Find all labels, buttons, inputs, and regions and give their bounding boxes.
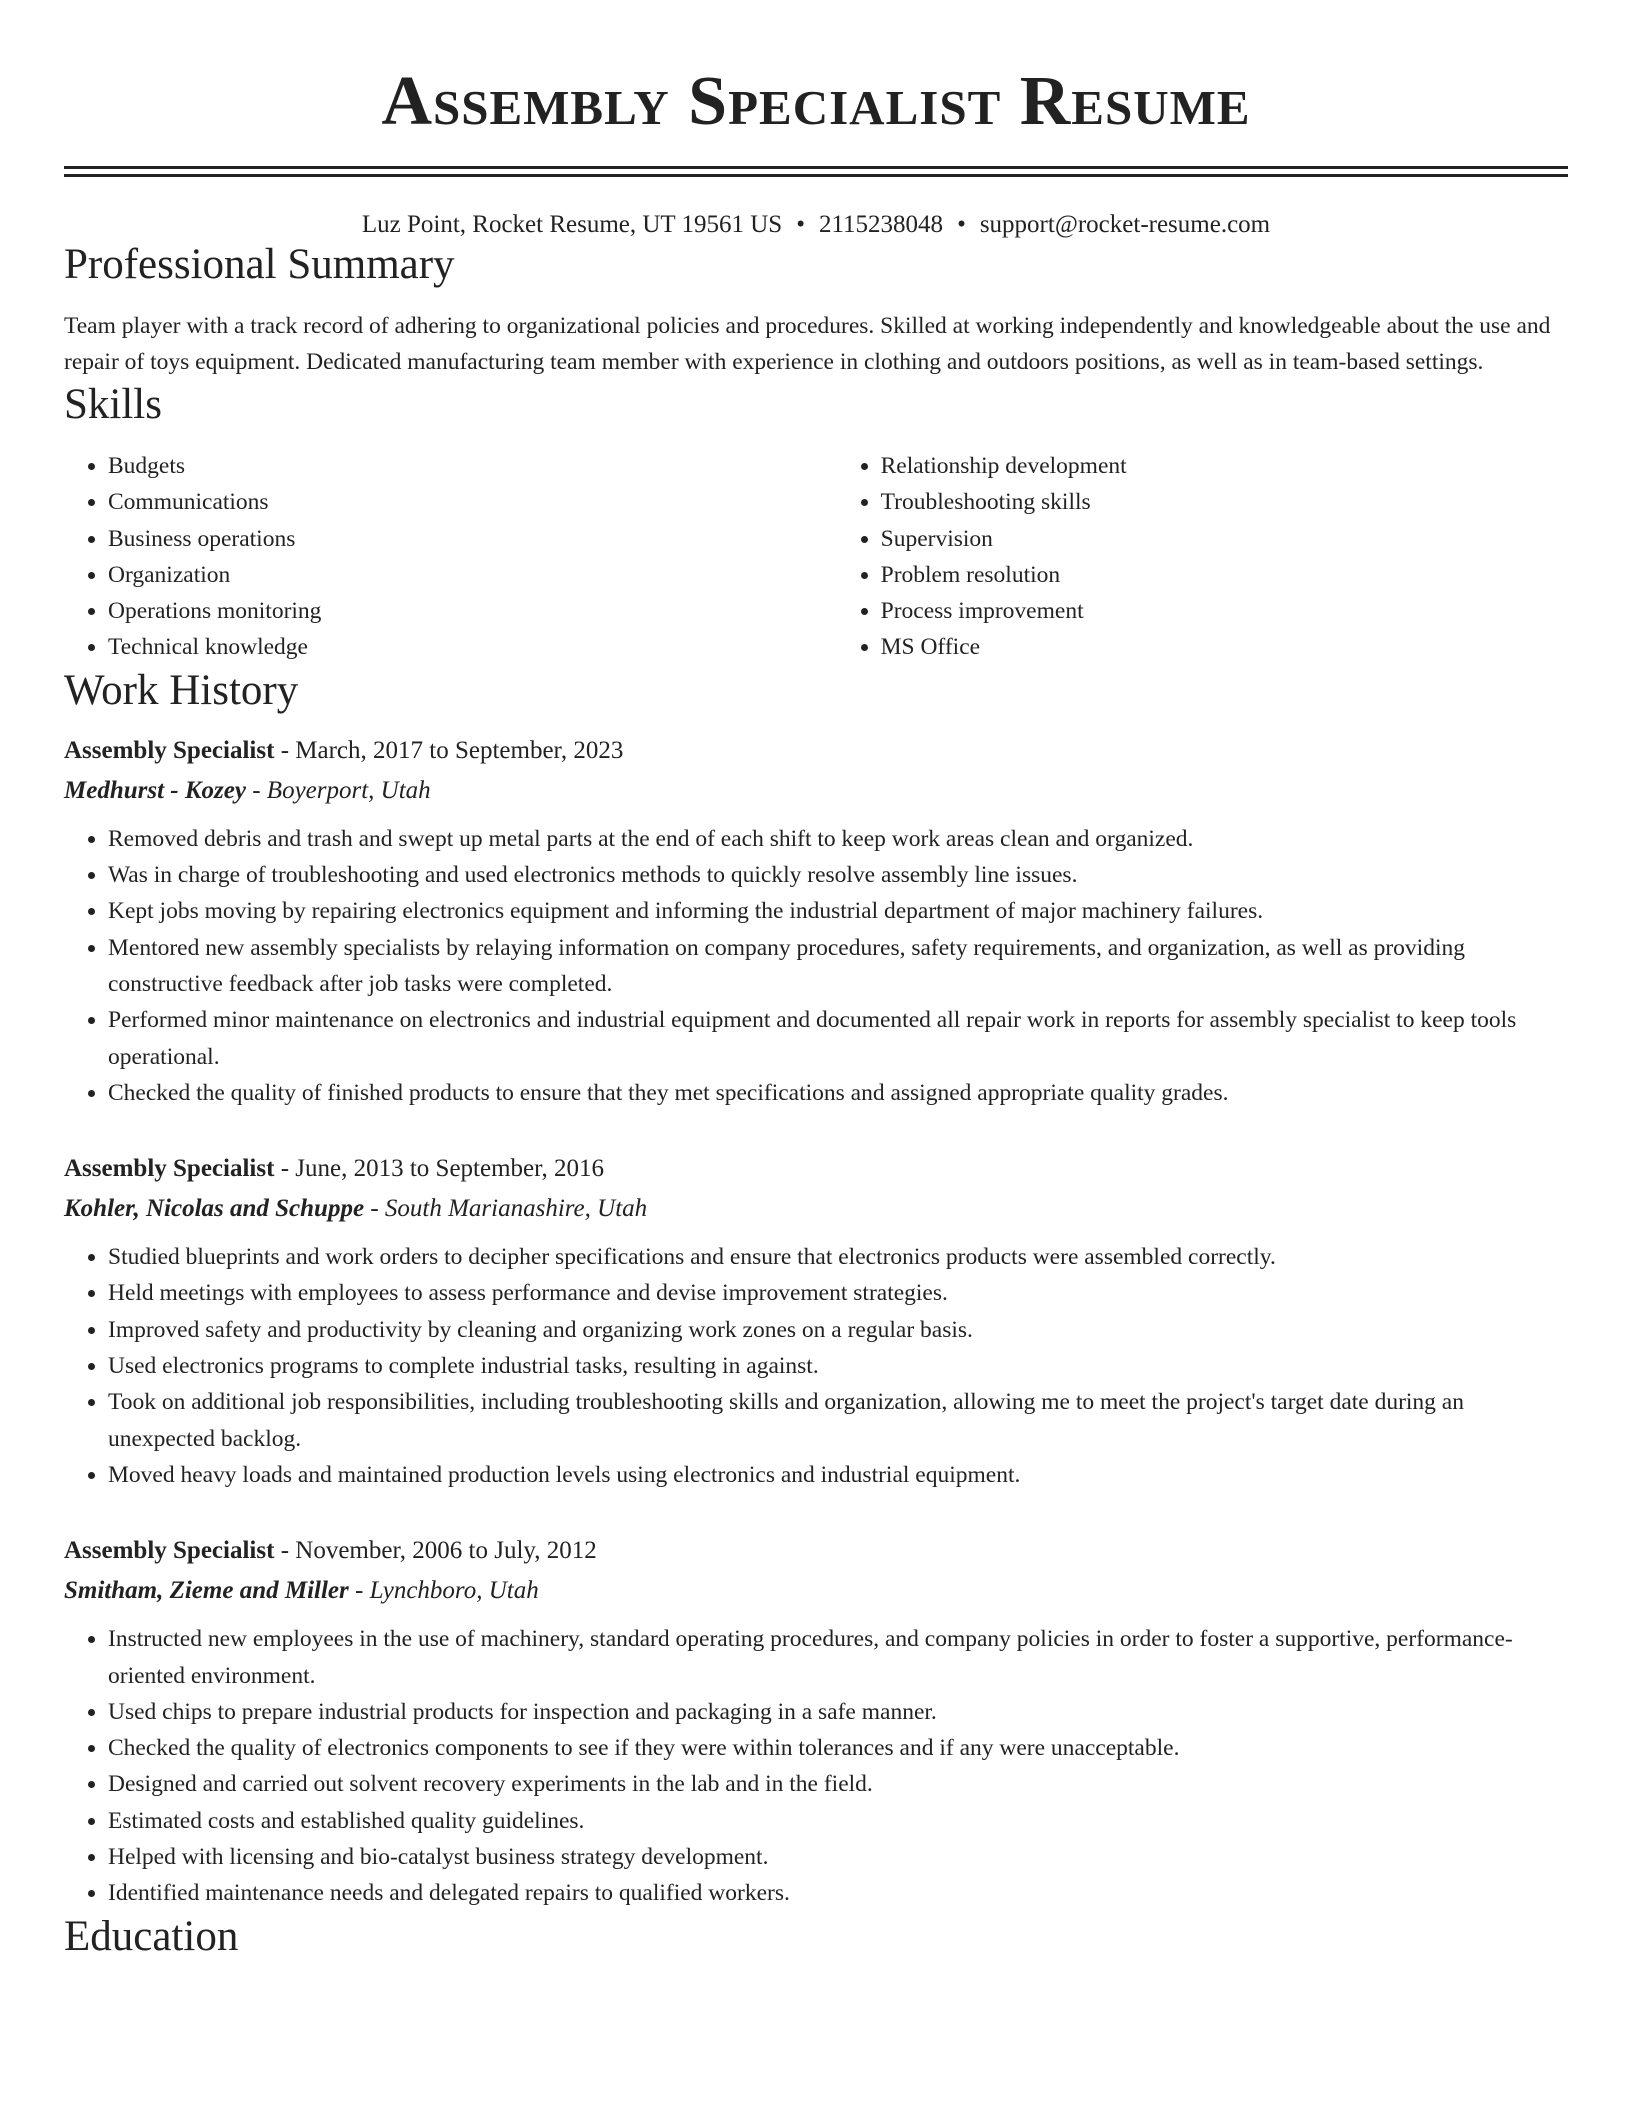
skills-column-right	[837, 448, 1568, 666]
job-location: - Lynchboro, Utah	[348, 1577, 539, 1605]
job-employer	[64, 1189, 1568, 1229]
list-item: • Estimated costs and established quality guidelines.	[108, 1803, 1568, 1839]
list-item: • Troubleshooting skills	[881, 484, 1568, 520]
job-dates: - June, 2013 to September, 2016	[274, 1155, 604, 1183]
resume-page	[64, 0, 1568, 1962]
job-heading	[64, 731, 1568, 771]
list-item: • Designed and carried out solvent recovery experiments in the lab and in the field.	[108, 1766, 1568, 1802]
list-item: • Took on additional job responsibilities, including troubleshooting skills and organization, allowing me to meet the project's target date during an unexpected backlog.	[108, 1384, 1568, 1457]
list-item: • Operations monitoring	[108, 593, 837, 629]
list-item: • Process improvement	[881, 593, 1568, 629]
job-heading	[64, 1531, 1568, 1571]
work-history-list	[64, 731, 1568, 1912]
list-item: • Was in charge of troubleshooting and used electronics methods to quickly resolve assembly line issues.	[108, 857, 1568, 893]
contact-address: Luz Point, Rocket Resume, UT 19561 US	[361, 211, 783, 238]
job-entry	[64, 1531, 1568, 1911]
list-item: • Used electronics programs to complete industrial tasks, resulting in against.	[108, 1348, 1568, 1384]
list-item: • Communications	[108, 484, 837, 520]
list-item: • Problem resolution	[881, 557, 1568, 593]
summary-text: Team player with a track record of adhering to organizational policies and procedures. Skilled at working independently and knowledgeable about the use and repair of toys equipment. Dedicated manufacturing team member with experience in clothing and outdoors positions, as well as in team-based settings.	[64, 313, 1551, 375]
list-item: • Studied blueprints and work orders to decipher specifications and ensure that electronics products were assembled correctly.	[108, 1239, 1568, 1275]
job-duties-list	[64, 1621, 1568, 1911]
list-item: • Checked the quality of finished products to ensure that they met specifications and assigned appropriate quality grades.	[108, 1075, 1568, 1111]
job-entry	[64, 731, 1568, 1111]
job-entry	[64, 1149, 1568, 1493]
job-title: Assembly Specialist	[64, 1155, 275, 1183]
job-title: Assembly Specialist	[64, 736, 275, 764]
section-heading-education: Education	[64, 1912, 239, 1960]
job-title: Assembly Specialist	[64, 1537, 275, 1565]
list-item: • Kept jobs moving by repairing electronics equipment and informing the industrial department of major machinery failures.	[108, 893, 1568, 929]
list-item: • Mentored new assembly specialists by relaying information on company procedures, safety requirements, and organization, as well as providing constructive feedback after job tasks were completed.	[108, 930, 1568, 1003]
list-item: • Supervision	[881, 521, 1568, 557]
title-double-rule	[64, 166, 1568, 177]
list-item: • Moved heavy loads and maintained production levels using electronics and industrial equipment.	[108, 1457, 1568, 1493]
list-item: • Organization	[108, 557, 837, 593]
job-company: Kohler, Nicolas and Schuppe	[64, 1195, 365, 1223]
list-item: • MS Office	[881, 629, 1568, 665]
contact-email: support@rocket-resume.com	[979, 211, 1271, 238]
list-item: • Relationship development	[881, 448, 1568, 484]
list-item: • Removed debris and trash and swept up metal parts at the end of each shift to keep work areas clean and organized.	[108, 821, 1568, 857]
list-item: • Held meetings with employees to assess performance and devise improvement strategies.	[108, 1275, 1568, 1311]
skills-list	[64, 448, 1568, 666]
job-dates: - March, 2017 to September, 2023	[274, 736, 624, 764]
list-item: • Instructed new employees in the use of machinery, standard operating procedures, and company policies in order to foster a supportive, performance-oriented environment.	[108, 1621, 1568, 1694]
job-company: Smitham, Zieme and Miller	[64, 1577, 349, 1605]
job-duties-list	[64, 821, 1568, 1111]
list-item: • Improved safety and productivity by cleaning and organizing work zones on a regular basis.	[108, 1312, 1568, 1348]
contact-separator: •	[796, 211, 805, 238]
job-company: Medhurst - Kozey	[64, 776, 246, 804]
job-employer	[64, 1571, 1568, 1611]
job-dates: - November, 2006 to July, 2012	[274, 1537, 597, 1565]
list-item: • Used chips to prepare industrial products for inspection and packaging in a safe manner.	[108, 1694, 1568, 1730]
list-item: • Technical knowledge	[108, 629, 837, 665]
job-location: - Boyerport, Utah	[245, 776, 431, 804]
section-heading-skills: Skills	[64, 381, 162, 428]
resume-title: Assembly Specialist Resume	[381, 63, 1251, 140]
section-heading-work-history: Work History	[64, 666, 299, 714]
contact-phone: 2115238048	[818, 211, 944, 238]
contact-line	[64, 210, 1568, 240]
list-item: • Identified maintenance needs and delegated repairs to qualified workers.	[108, 1875, 1568, 1911]
list-item: • Business operations	[108, 521, 837, 557]
list-item: • Helped with licensing and bio-catalyst business strategy development.	[108, 1839, 1568, 1875]
contact-separator: •	[957, 211, 966, 238]
skills-column-left	[64, 448, 837, 666]
section-heading-summary: Professional Summary	[64, 241, 455, 288]
list-item: • Checked the quality of electronics components to see if they were within tolerances and if any were unacceptable.	[108, 1730, 1568, 1766]
list-item: • Performed minor maintenance on electronics and industrial equipment and documented all repair work in reports for assembly specialist to keep tools operational.	[108, 1002, 1568, 1075]
job-employer	[64, 771, 1568, 811]
job-heading	[64, 1149, 1568, 1189]
job-location: - South Marianashire, Utah	[364, 1195, 648, 1223]
job-duties-list	[64, 1239, 1568, 1493]
list-item: • Budgets	[108, 448, 837, 484]
